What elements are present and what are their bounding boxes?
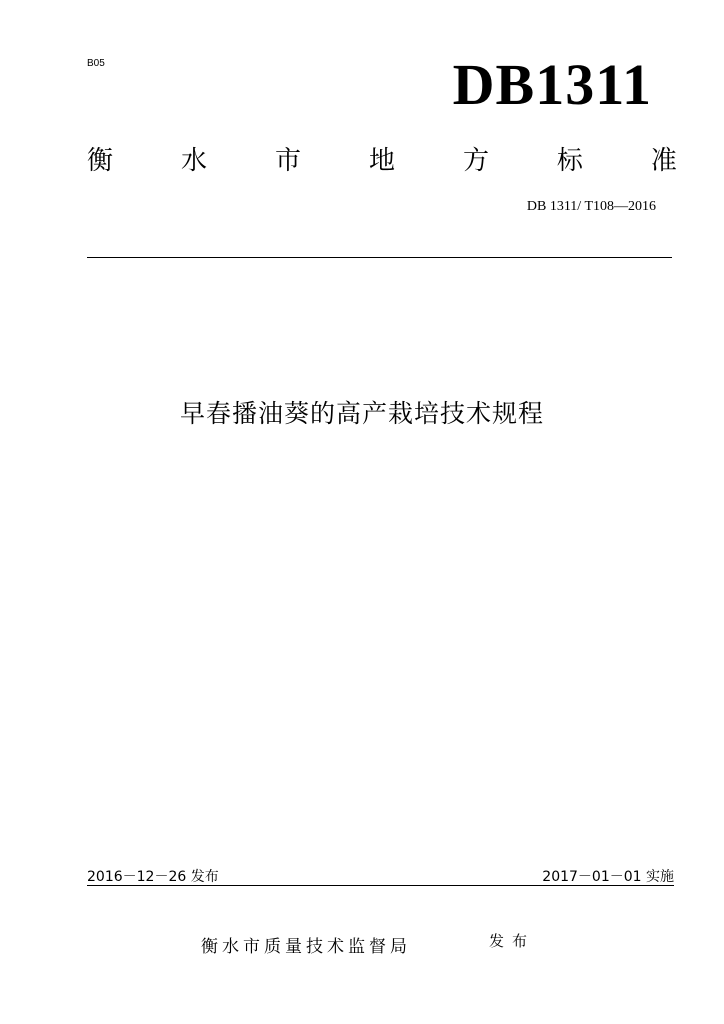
ccs-code: B05 xyxy=(87,58,105,69)
document-title: 早春播油葵的高产栽培技术规程 xyxy=(179,399,544,428)
bottom-divider xyxy=(87,885,674,886)
standard-type-char: 准 xyxy=(650,145,677,176)
standard-type-char: 市 xyxy=(274,145,301,176)
db-logo: DB1311 xyxy=(452,52,652,117)
standard-type-char: 地 xyxy=(368,145,395,176)
standard-type-char: 方 xyxy=(462,145,489,176)
standard-number: DB 1311/ T108—2016 xyxy=(526,199,656,214)
standard-type-heading xyxy=(87,141,677,175)
standard-type-char: 衡 xyxy=(87,145,114,176)
publisher-row xyxy=(0,932,724,957)
standard-type-char: 水 xyxy=(180,145,207,176)
issue-date: 2016－12－26 发布 xyxy=(87,869,219,885)
implementation-date: 2017－01－01 实施 xyxy=(542,869,674,885)
publish-label: 发布 xyxy=(489,932,536,950)
publisher-name: 衡水市质量技术监督局 xyxy=(201,937,411,957)
top-divider xyxy=(87,257,672,258)
standard-type-char: 标 xyxy=(556,145,583,176)
date-row xyxy=(87,866,674,886)
